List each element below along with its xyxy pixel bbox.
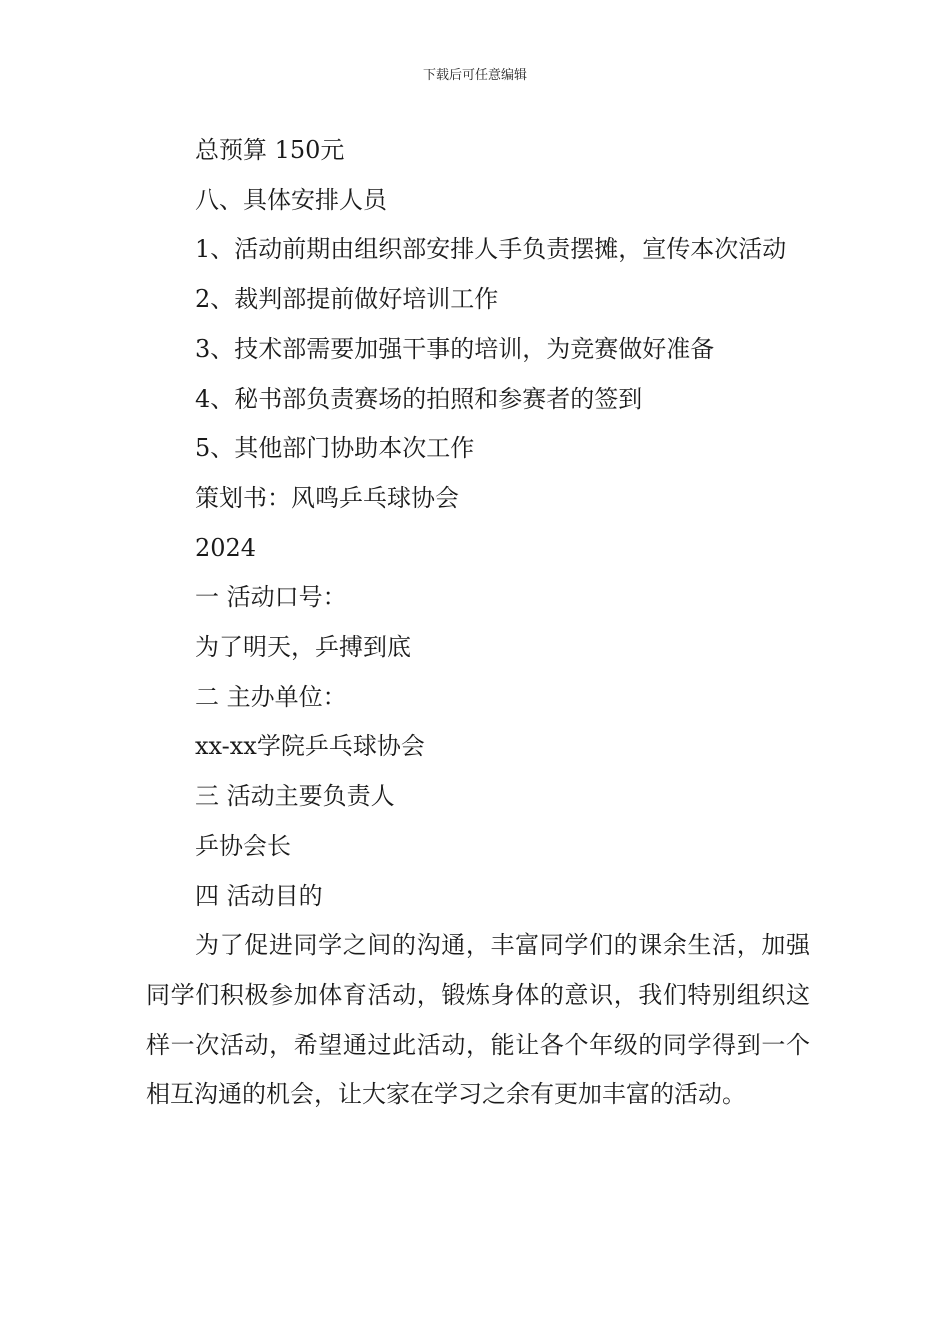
staff-item-1: 1、活动前期由组织部安排人手负责摆摊，宣传本次活动 <box>195 235 787 264</box>
plan-year: 2024 <box>195 533 257 562</box>
staff-item-2: 2、裁判部提前做好培训工作 <box>195 285 499 314</box>
staff-item-3: 3、技术部需要加强干事的培训，为竞赛做好准备 <box>195 334 715 363</box>
section-heading-purpose: 四 活动目的 <box>195 881 323 910</box>
page-header-note: 下载后可任意编辑 <box>422 68 527 83</box>
section-heading-slogan: 一 活动口号： <box>195 583 347 612</box>
section-heading-organizer: 二 主办单位： <box>195 682 347 711</box>
document-body <box>146 126 810 1120</box>
budget-line: 总预算 150元 <box>195 136 345 164</box>
slogan-text: 为了明天，乒搏到底 <box>195 633 411 662</box>
staff-item-5: 5、其他部门协助本次工作 <box>195 434 475 463</box>
purpose-text: 为了促进同学之间的沟通，丰富同学们的课余生活，加强同学们积极参加体育活动，锻炼身体的意识，我们特别组织这样一次活动，希望通过此活动，能让各个年级的同学得到一个相互沟通的机会，让大家在学习之余有更加丰富的活动。 <box>146 931 810 1109</box>
section-heading-leader: 三 活动主要负责人 <box>195 782 395 811</box>
leader-text: 乒协会长 <box>195 831 291 860</box>
organizer-text: xx-xx学院乒乓球协会 <box>195 732 425 761</box>
plan-title: 策划书：风鸣乒乓球协会 <box>195 483 459 512</box>
section-heading-staff: 八、具体安排人员 <box>195 185 387 214</box>
staff-item-4: 4、秘书部负责赛场的拍照和参赛者的签到 <box>195 384 643 413</box>
